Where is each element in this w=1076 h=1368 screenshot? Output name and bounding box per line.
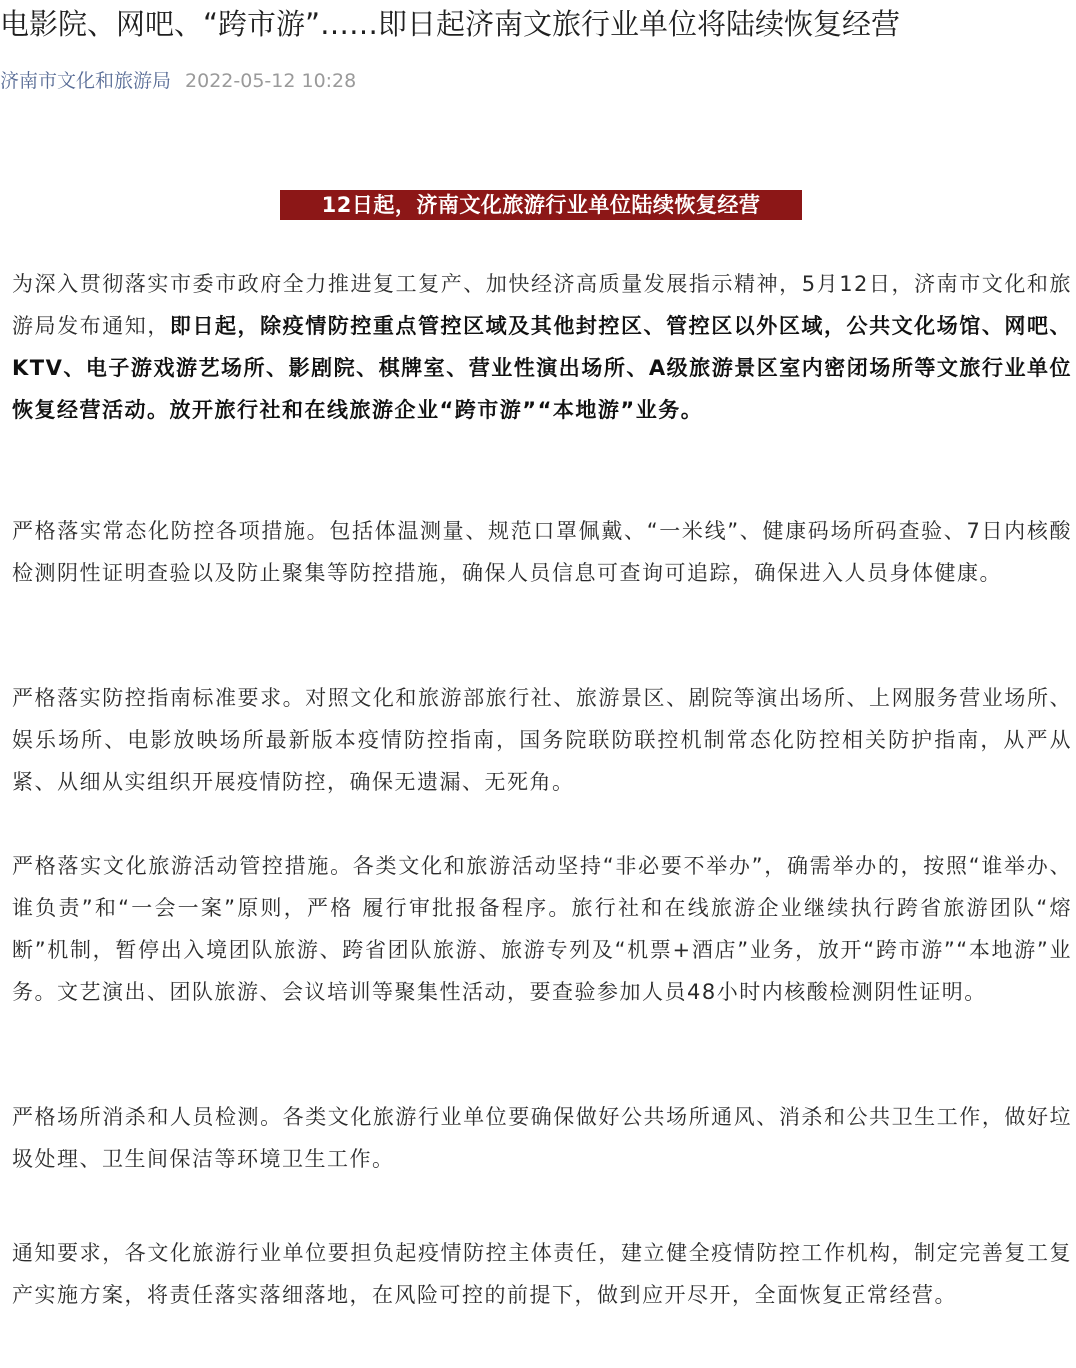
section-banner: 12日起，济南文化旅游行业单位陆续恢复经营: [280, 190, 802, 220]
paragraph-intro-text: 为深入贯彻落实市委市政府全力推进复工复产、加快经济高质量发展指示精神，5月12日，济南市文化和旅游局发布通知，: [12, 272, 1072, 338]
article-meta: [0, 66, 356, 96]
paragraph-disinfection: 严格场所消杀和人员检测。各类文化旅游行业单位要确保做好公共场所通风、消杀和公共卫生工作，做好垃圾处理、卫生间保洁等环境卫生工作。: [12, 1105, 1072, 1171]
paragraph-notice-requirements: 通知要求，各文化旅游行业单位要担负起疫情防控主体责任，建立健全疫情防控工作机构，制定完善复工复产实施方案，将责任落实落细落地，在风险可控的前提下，做到应开尽开，全面恢复正常经营。: [12, 1241, 1072, 1307]
paragraph-prevention-guidelines: 严格落实防控指南标准要求。对照文化和旅游部旅行社、旅游景区、剧院等演出场所、上网服务营业场所、娱乐场所、电影放映场所最新版本疫情防控指南，国务院联防联控机制常态化防控相关防护指南，从严从紧、从细从实组织开展疫情防控，确保无遗漏、无死角。: [12, 686, 1072, 794]
paragraph-intro-emphasis: 即日起，除疫情防控重点管控区域及其他封控区、管控区以外区域，公共文化场馆、网吧、KTV、电子游戏游艺场所、影剧院、棋牌室、营业性演出场所、A级旅游景区室内密闭场所等文旅行业单位恢复经营活动。放开旅行社和在线旅游企业“跨市游”“本地游”业务。: [12, 314, 1073, 422]
paragraph-prevention-measures: 严格落实常态化防控各项措施。包括体温测量、规范口罩佩戴、“一米线”、健康码场所码查验、7日内核酸检测阴性证明查验以及防止聚集等防控措施，确保人员信息可查询可追踪，确保进入人员身体健康。: [12, 519, 1072, 585]
paragraph-intro: [12, 263, 1072, 431]
publish-datetime: 2022-05-12 10:28: [185, 70, 357, 92]
paragraph-activity-control: 严格落实文化旅游活动管控措施。各类文化和旅游活动坚持“非必要不举办”，确需举办的，按照“谁举办、谁负责”和“一会一案”原则，严格 履行审批报备程序。旅行社和在线旅游企业继续执行跨省旅游团队“熔断”机制，暂停出入境团队旅游、跨省团队旅游、旅游专列及“机票+酒店”业务，放开“跨市游”“本地游”业务。文艺演出、团队旅游、会议培训等聚集性活动，要查验参加人员48小时内核酸检测阴性证明。: [12, 854, 1072, 1004]
article-title: 电影院、网吧、“跨市游”……即日起济南文旅行业单位将陆续恢复经营: [0, 7, 901, 41]
source-account-link[interactable]: 济南市文化和旅游局: [0, 70, 172, 92]
